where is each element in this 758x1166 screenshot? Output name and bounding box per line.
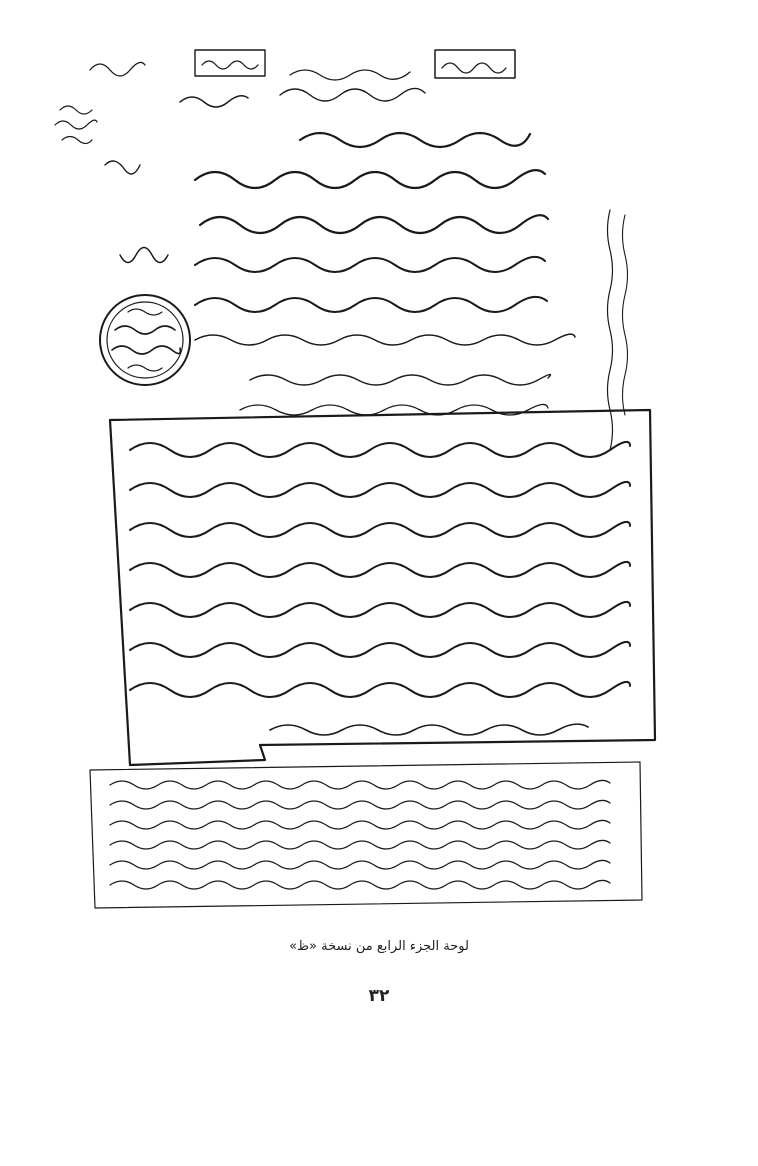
title-lines xyxy=(195,133,575,415)
margin-notes-left xyxy=(55,106,168,263)
lower-notes xyxy=(90,762,642,908)
figure-caption: لوحة الجزء الرابع من نسخة «ظ» xyxy=(289,939,469,954)
framed-block xyxy=(110,410,655,765)
page-number: ٣٢ xyxy=(368,986,390,1006)
library-seal xyxy=(100,295,190,385)
manuscript-image xyxy=(50,40,700,920)
margin-notes-right xyxy=(608,210,628,450)
header-notes xyxy=(90,50,515,107)
